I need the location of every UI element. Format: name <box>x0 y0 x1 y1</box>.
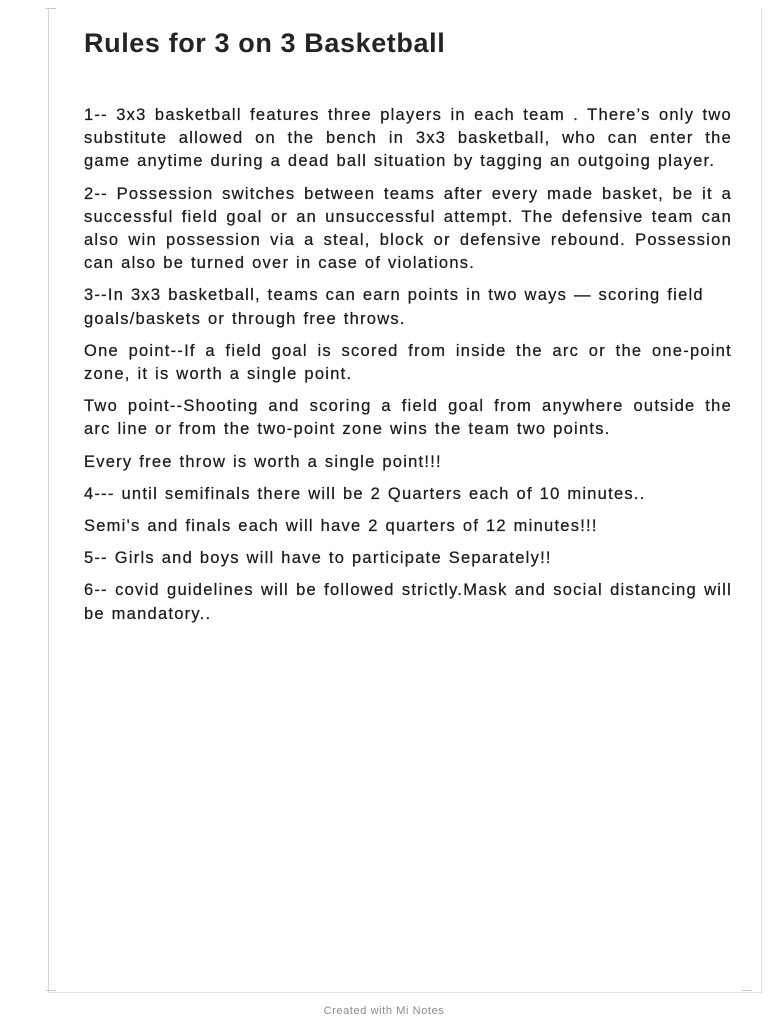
rule-3-paragraph: 3--In 3x3 basketball, teams can earn points in two ways — scoring field goals/baskets or through free throws. <box>84 286 704 328</box>
note-title: Rules for 3 on 3 Basketball <box>84 28 446 58</box>
two-point-paragraph: Two point--Shooting and scoring a field goal from anywhere outside the arc line or from the two-point zone wins the team two points. <box>84 397 732 439</box>
rule-5-paragraph: 5-- Girls and boys will have to participate Separately!! <box>84 549 552 568</box>
semifinals-paragraph: Semi's and finals each will have 2 quarters of 12 minutes!!! <box>84 517 598 536</box>
sheet-corner-top-left <box>46 8 56 15</box>
rule-1-paragraph: 1-- 3x3 basketball features three players in each team . There’s only two substitute allowed on the bench in 3x3 basketball, who can enter the game anytime during a dead ball situation by tagging an outgoing player. <box>84 106 732 171</box>
created-with-footer: Created with Mi Notes <box>323 1005 445 1017</box>
rule-4-paragraph: 4--- until semifinals there will be 2 Quarters each of 10 minutes.. <box>84 484 646 503</box>
rule-2-paragraph: 2-- Possession switches between teams after every made basket, be it a successful field goal or an unsuccessful attempt. The defensive team can also win possession via a steal, block or defensive rebound. Possession can also be turned over in case of violations. <box>84 184 732 273</box>
one-point-paragraph: One point--If a field goal is scored from inside the arc or the one-point zone, it is worth a single point. <box>84 341 732 384</box>
free-throw-paragraph: Every free throw is worth a single point!!! <box>84 452 442 471</box>
sheet-corner-bottom-right <box>742 990 752 997</box>
rule-6-paragraph: 6-- covid guidelines will be followed strictly.Mask and social distancing will be mandatory.. <box>84 581 732 623</box>
note-body <box>84 104 732 635</box>
sheet-corner-bottom-left <box>46 990 56 997</box>
